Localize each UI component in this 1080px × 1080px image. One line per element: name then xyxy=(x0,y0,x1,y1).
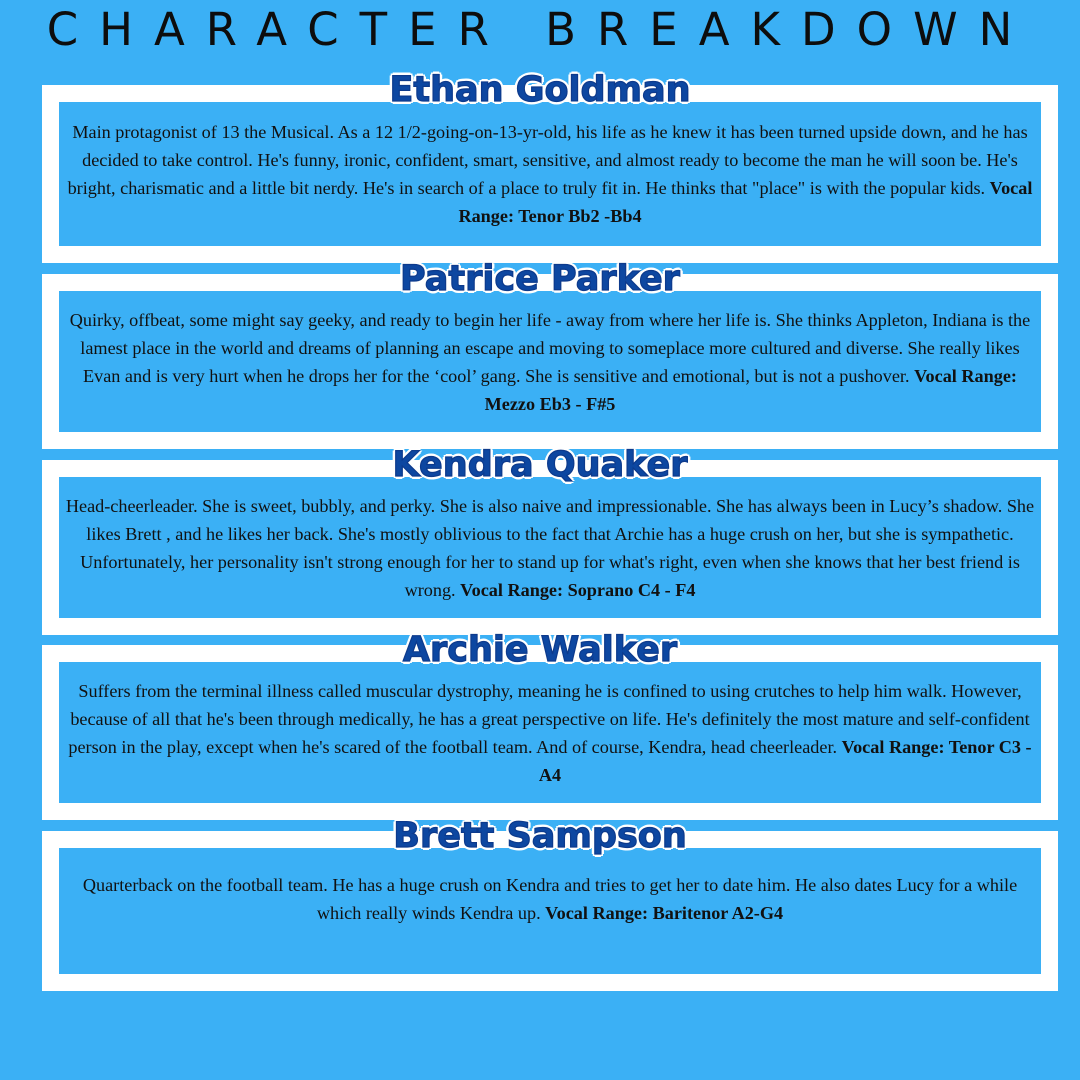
character-name-ethan-goldman: Ethan Goldman xyxy=(389,70,691,110)
character-name-archie-walker: Archie Walker xyxy=(402,630,678,670)
page-title: CHARACTER BREAKDOWN xyxy=(46,3,1034,56)
vocal-range: Vocal Range: Tenor Bb2 -Bb4 xyxy=(458,178,1033,226)
character-description: Head-cheerleader. She is sweet, bubbly, and perky. She is also naive and impressionable. She has always been in Lucy’s shadow. She likes Brett , and he likes her back. She's mostly oblivious to the fact that Archie has a huge crush on her, but she is sympathetic. Unfortunately, her personality isn't strong enough for her to stand up for what's right, even when she knows that her best friend is wrong. Vocal Range: Soprano C4 - F4 xyxy=(65,495,1035,600)
character-name-kendra-quaker: Kendra Quaker xyxy=(392,445,688,485)
vocal-range: Vocal Range: Baritenor A2-G4 xyxy=(545,903,784,923)
character-name-patrice-parker: Patrice Parker xyxy=(400,259,680,299)
vocal-range: Vocal Range: Mezzo Eb3 - F#5 xyxy=(484,365,1017,414)
character-card-archie-walker xyxy=(42,645,1058,820)
vocal-range: Vocal Range: Soprano C4 - F4 xyxy=(460,579,696,600)
character-description: Quirky, offbeat, some might say geeky, and ready to begin her life - away from where her life is. She thinks Appleton, Indiana is the lamest place in the world and dreams of planning an escape and moving to someplace more cultured and diverse. She really likes Evan and is very hurt when he drops her for the ‘cool’ gang. She is sensitive and emotional, but is not a pushover. Vocal Range: Mezzo Eb3 - F#5 xyxy=(69,309,1031,414)
character-card-kendra-quaker xyxy=(42,460,1058,635)
character-description: Suffers from the terminal illness called muscular dystrophy, meaning he is confined to using crutches to help him walk. However, because of all that he's been through medically, he has a great perspective on life. He's definitely the most mature and self-confident person in the play, except when he's scared of the football team. And of course, Kendra, head cheerleader. Vocal Range: Tenor C3 - A4 xyxy=(68,680,1032,785)
character-description: Main protagonist of 13 the Musical. As a 12 1/2-going-on-13-yr-old, his life as he knew it has been turned upside down, and he has decided to take control. He's funny, ironic, confident, smart, sensitive, and almost ready to become the man he will soon be. He's bright, charismatic and a little bit nerdy. He's in search of a place to truly fit in. He thinks that "place" is with the popular kids. Vocal Range: Tenor Bb2 -Bb4 xyxy=(67,122,1033,226)
character-card-ethan-goldman xyxy=(42,85,1058,263)
character-card-patrice-parker xyxy=(42,274,1058,449)
character-name-brett-sampson: Brett Sampson xyxy=(393,816,687,856)
character-description: Quarterback on the football team. He has a huge crush on Kendra and tries to get her to date him. He also dates Lucy for a while which really winds Kendra up. Vocal Range: Baritenor A2-G4 xyxy=(82,875,1018,923)
vocal-range: Vocal Range: Tenor C3 - A4 xyxy=(538,736,1032,785)
